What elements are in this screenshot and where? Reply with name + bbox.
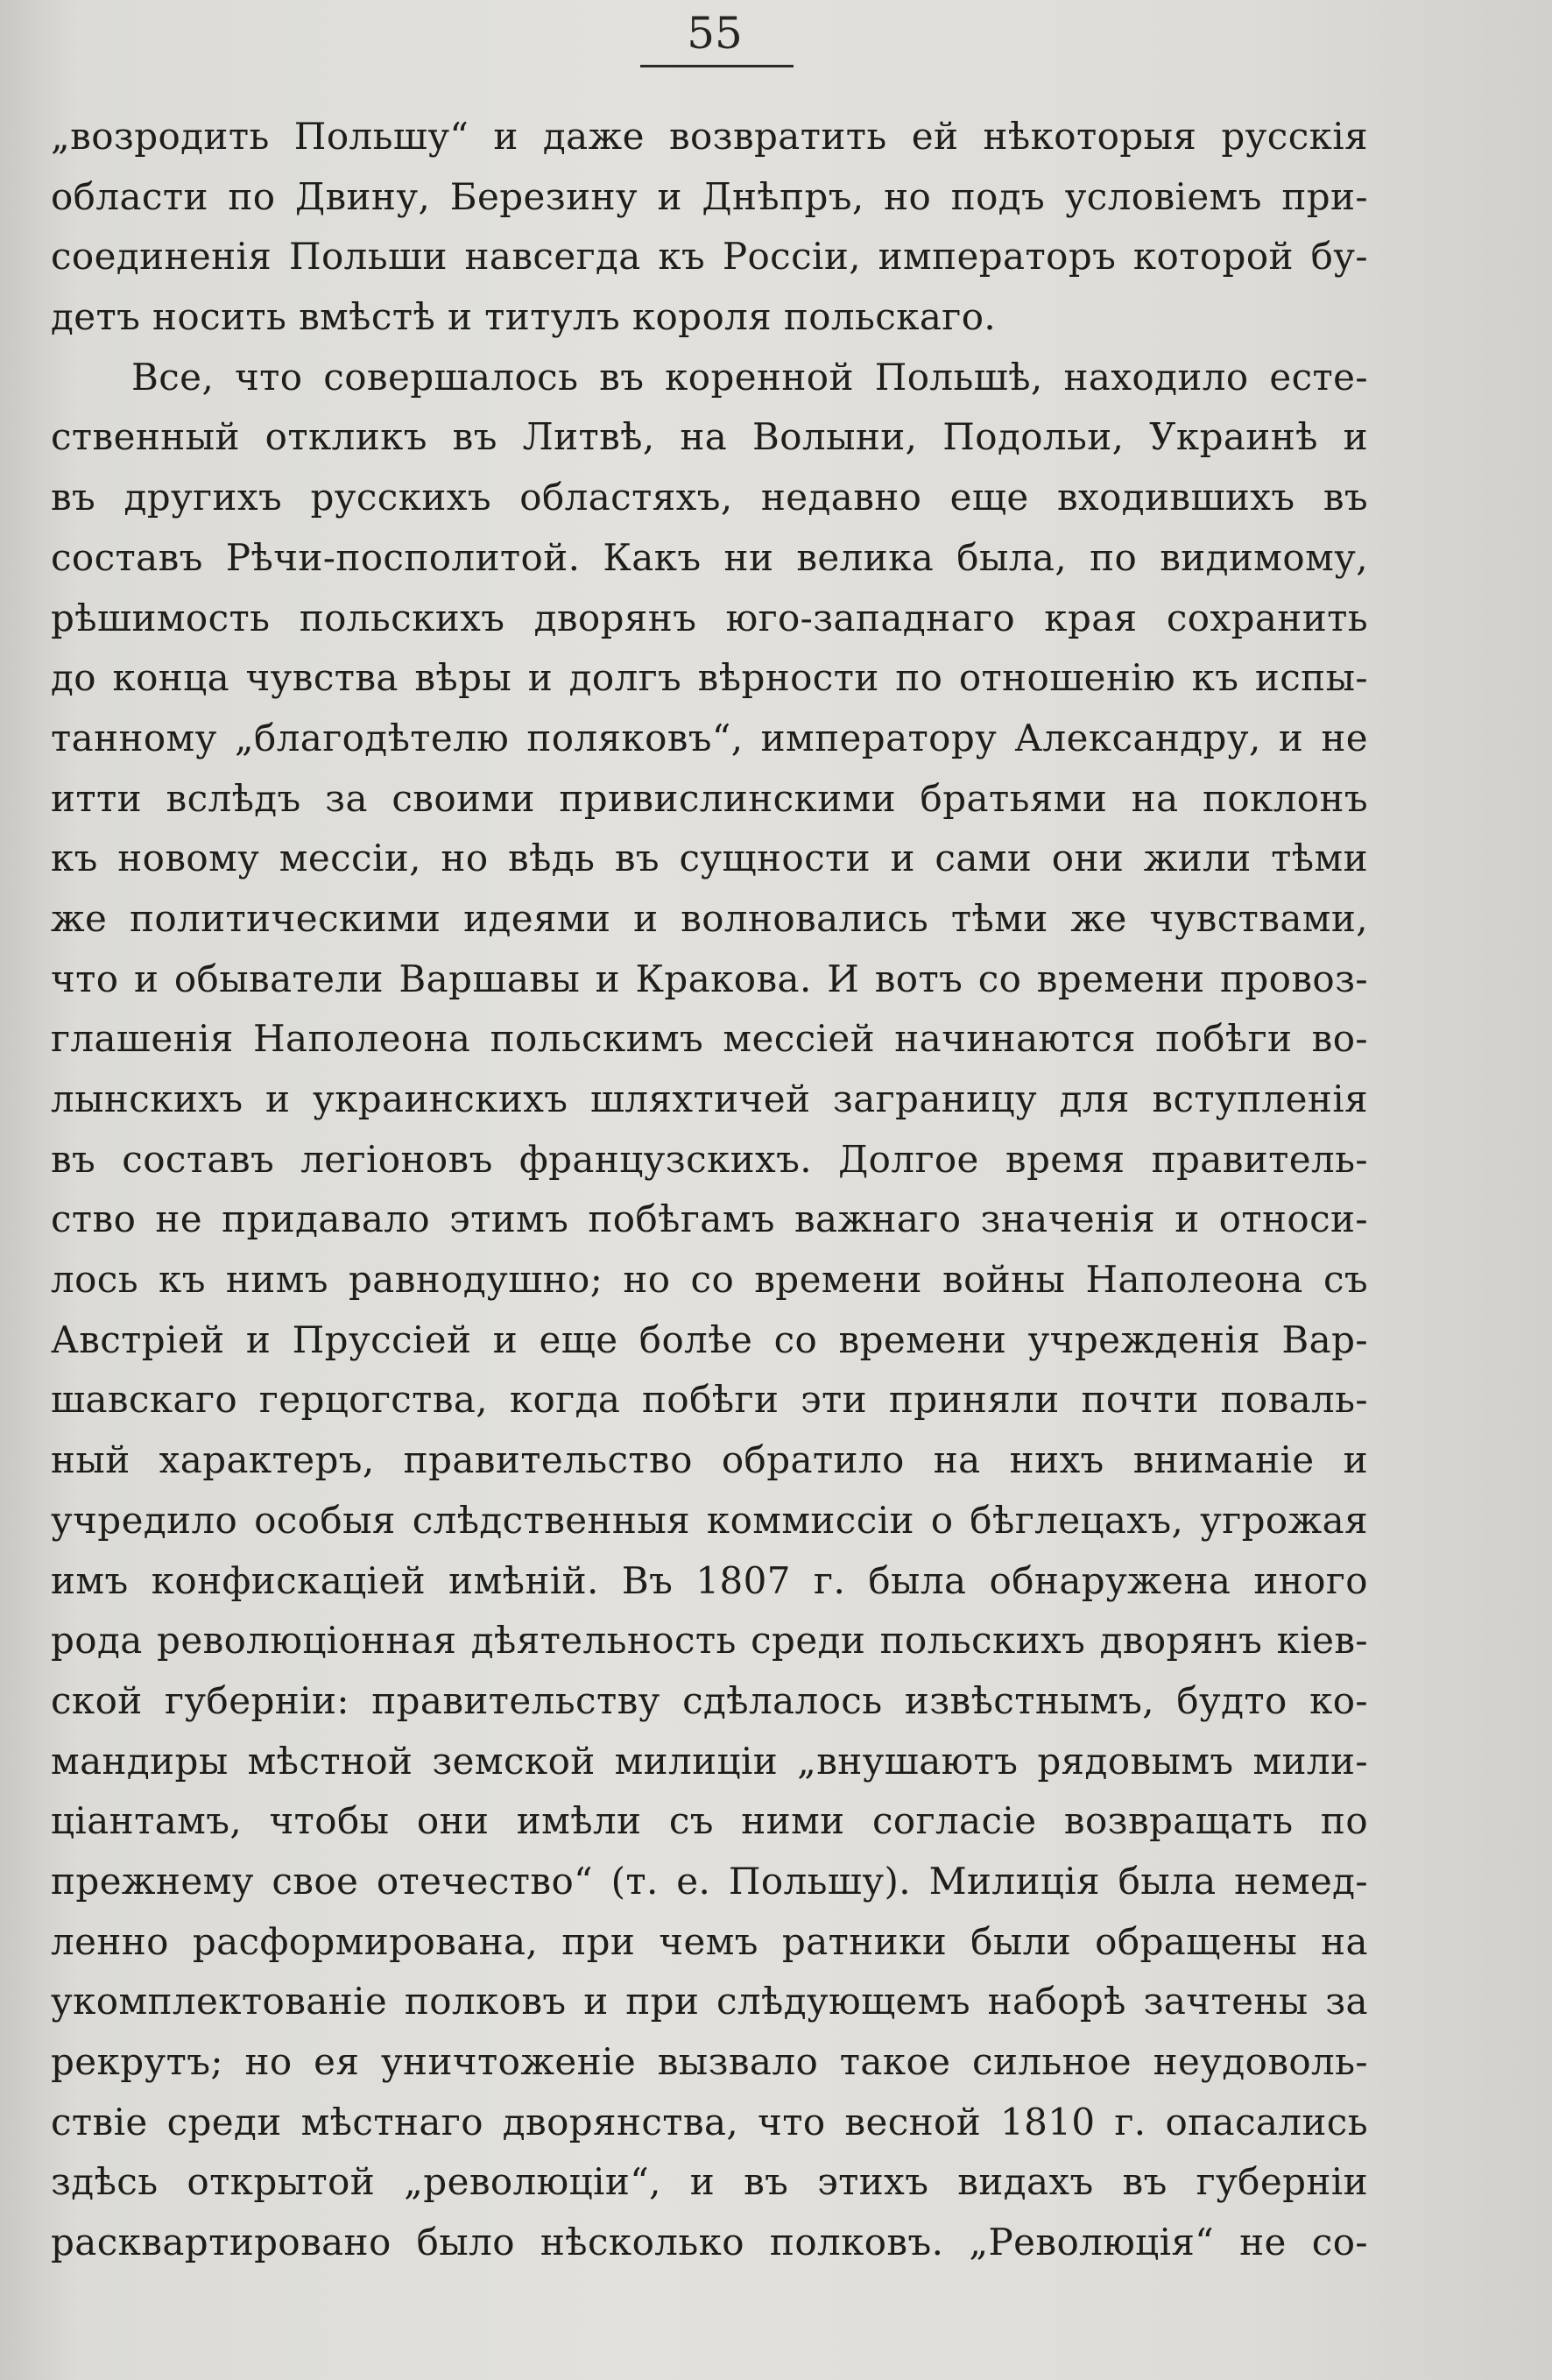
text-line: составъ Рѣчи-посполитой. Какъ ни велика была, по видимому, — [51, 535, 1368, 579]
text-line: здѣсь открытой „революціи“, и въ этихъ видахъ въ губерніи — [51, 2160, 1368, 2204]
text-line: рѣшимость польскихъ дворянъ юго-западнаго края сохранить — [51, 596, 1368, 639]
text-line: детъ носить вмѣстѣ и титулъ короля польскаго. — [51, 295, 997, 339]
text-line: ственный откликъ въ Литвѣ, на Волыни, Подольи, Украинѣ и — [51, 415, 1368, 459]
text-line: въ составъ легіоновъ французскихъ. Долгое время правитель- — [51, 1137, 1368, 1181]
text-line: къ новому мессіи, но вѣдь въ сущности и сами они жили тѣми — [51, 837, 1368, 880]
page-number: 55 — [687, 8, 743, 59]
text-line: Все, что совершалось въ коренной Польшѣ, находило есте- — [131, 355, 1368, 399]
text-line: соединенія Польши навсегда къ Россіи, императоръ которой бу- — [51, 235, 1368, 279]
text-line: что и обыватели Варшавы и Кракова. И вотъ со времени провоз- — [51, 957, 1368, 1000]
text-line: ціантамъ, чтобы они имѣли съ ними согласіе возвращать по — [51, 1799, 1368, 1843]
text-line: итти вслѣдъ за своими привислинскими братьями на поклонъ — [51, 776, 1368, 820]
text-line: мандиры мѣстной земской милиціи „внушаютъ рядовымъ мили- — [51, 1739, 1368, 1783]
body-text — [51, 107, 1368, 2273]
text-line: ской губерніи: правительству сдѣлалось извѣстнымъ, будто ко- — [51, 1678, 1368, 1722]
text-line: глашенія Наполеона польскимъ мессіей начинаются побѣги во- — [51, 1017, 1368, 1061]
text-line: „возродить Польшу“ и даже возвратить ей нѣкоторыя русскія — [51, 115, 1368, 158]
text-line: шавскаго герцогства, когда побѣги эти приняли почти поваль- — [51, 1378, 1368, 1422]
text-line: учредило особыя слѣдственныя коммиссіи о бѣглецахъ, угрожая — [51, 1498, 1368, 1542]
text-line: укомплектованіе полковъ и при слѣдующемъ наборѣ зачтены за — [51, 1980, 1368, 2023]
text-line: ствіе среди мѣстнаго дворянства, что весной 1810 г. опасались — [51, 2100, 1368, 2143]
text-line: же политическими идеями и волновались тѣми же чувствами, — [51, 896, 1368, 940]
text-line: ный характеръ, правительство обратило на нихъ вниманіе и — [51, 1438, 1368, 1482]
text-line: ленно расформирована, при чемъ ратники были обращены на — [51, 1919, 1368, 1963]
text-line: въ другихъ русскихъ областяхъ, недавно еще входившихъ въ — [51, 476, 1368, 519]
text-line: ство не придавало этимъ побѣгамъ важнаго значенія и относи- — [51, 1197, 1368, 1241]
text-line: лось къ нимъ равнодушно; но со времени войны Наполеона съ — [51, 1258, 1368, 1302]
text-line: рода революціонная дѣятельность среди польскихъ дворянъ кіев- — [51, 1619, 1368, 1663]
text-line: имъ конфискаціей имѣній. Въ 1807 г. была обнаружена иного — [51, 1558, 1368, 1602]
text-line: лынскихъ и украинскихъ шляхтичей заграницу для вступленія — [51, 1077, 1368, 1120]
text-line: расквартировано было нѣсколько полковъ. „Революція“ не со- — [51, 2221, 1368, 2264]
text-line: области по Двину, Березину и Днѣпръ, но подъ условіемъ при- — [51, 174, 1368, 218]
text-line: танному „благодѣтелю поляковъ“, императору Александру, и не — [51, 716, 1368, 759]
text-line: рекрутъ; но ея уничтоженіе вызвало такое сильное неудоволь- — [51, 2040, 1368, 2083]
page-number-rule — [640, 65, 794, 67]
text-line: Австріей и Пруссіей и еще болѣе со времени учрежденія Вар- — [51, 1317, 1368, 1361]
text-line: до конца чувства вѣры и долгъ вѣрности по отношенію къ испы- — [51, 656, 1368, 700]
text-line: прежнему свое отечество“ (т. е. Польшу). Милиція была немед- — [51, 1859, 1368, 1903]
